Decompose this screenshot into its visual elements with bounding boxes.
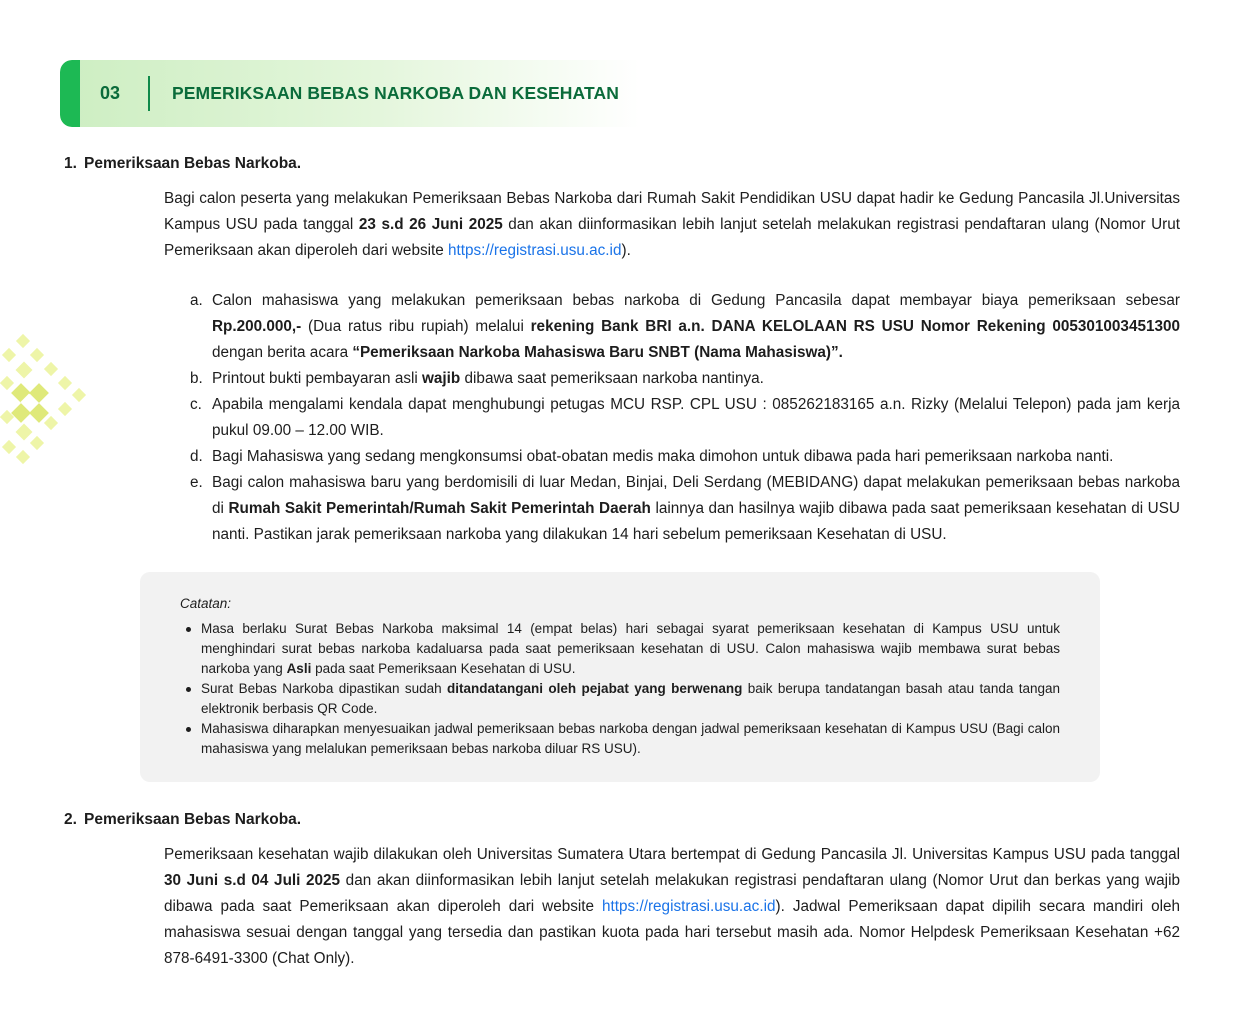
item-fee: Rp.200.000,- [212, 318, 302, 335]
list-marker: e. [190, 474, 203, 491]
item-text: Bagi calon mahasiswa baru yang berdomisili di luar Medan, Binjai, Deli Serdang (MEBIDANG) dapat melakukan pemeriksaan bebas narkoba di [212, 474, 1180, 517]
header-divider [148, 76, 150, 111]
list-item-c [190, 392, 1180, 444]
note-text: baik berupa tandatangan basah atau tanda tangan elektronik berbasis QR Code. [201, 681, 1061, 716]
subsection-1-title [64, 155, 301, 173]
item-text: Bagi Mahasiswa yang sedang mengkonsumsi obat-obatan medis maka dimohon untuk dibawa pada hari pemeriksaan narkoba nanti. [212, 448, 1114, 465]
note-item-2 [180, 679, 1060, 719]
subsection-1-intro [164, 186, 1180, 264]
list-marker: d. [190, 448, 203, 465]
subsection-2-label: Pemeriksaan Bebas Narkoba. [84, 811, 302, 828]
list-marker: a. [190, 292, 203, 309]
bullet-icon [186, 727, 191, 732]
item-text: Calon mahasiswa yang melakukan pemeriksaan bebas narkoba di Gedung Pancasila dapat membayar biaya pemeriksaan sebesar [212, 292, 1180, 309]
intro-text-2: dan akan diinformasikan lebih lanjut setelah melakukan registrasi pendaftaran ulang (Nomor Urut Pemeriksaan akan diperoleh dari website [164, 216, 1180, 259]
note-text: Surat Bebas Narkoba dipastikan sudah [201, 681, 448, 696]
intro-text: Bagi calon peserta yang melakukan Pemeriksaan Bebas Narkoba dari Rumah Sakit Pendidikan USU dapat hadir ke Gedung Pancasila Jl.Universitas Kampus USU pada tanggal [164, 190, 1180, 233]
item-payment-note: “Pemeriksaan Narkoba Mahasiswa Baru SNBT (Nama Mahasiswa)”. [352, 344, 843, 361]
list-marker: b. [190, 370, 203, 387]
header-accent-bar [60, 60, 80, 127]
body-date: 30 Juni s.d 04 Juli 2025 [164, 872, 341, 889]
item-emphasis: Rumah Sakit Pemerintah/Rumah Sakit Pemerintah Daerah [228, 500, 651, 517]
item-text: (Dua ratus ribu rupiah) melalui [301, 318, 531, 335]
subsection-2-body [164, 842, 1180, 972]
registration-link[interactable]: https://registrasi.usu.ac.id [602, 898, 776, 915]
list-item-e [190, 470, 1180, 548]
registration-link[interactable]: https://registrasi.usu.ac.id [448, 242, 622, 259]
body-text-2: dan akan diinformasikan lebih lanjut setelah melakukan registrasi pendaftaran ulang (Nomor Urut dan berkas yang wajib dibawa pada saat Pemeriksaan akan diperoleh dari website [164, 872, 1180, 915]
body-text: Pemeriksaan kesehatan wajib dilakukan oleh Universitas Sumatera Utara bertempat di Gedung Pancasila Jl. Universitas Kampus USU pada tanggal [164, 846, 1180, 863]
requirements-list [190, 288, 1180, 548]
section-number: 03 [100, 83, 121, 103]
intro-date: 23 s.d 26 Juni 2025 [358, 216, 503, 233]
note-emphasis: Asli [286, 661, 312, 676]
note-list [180, 619, 1060, 759]
intro-text-3: ). [621, 242, 631, 259]
note-emphasis: ditandatangani oleh pejabat yang berwenang [447, 681, 743, 696]
item-bank-account: rekening Bank BRI a.n. DANA KELOLAAN RS USU Nomor Rekening 005301003451300 [530, 318, 1180, 335]
note-box [140, 572, 1100, 782]
list-marker: c. [190, 396, 202, 413]
section-header [60, 60, 640, 127]
subsection-2-title [64, 811, 301, 829]
note-item-3 [180, 719, 1060, 759]
subsection-2-number: 2. [64, 811, 77, 828]
item-text: Printout bukti pembayaran asli [212, 370, 423, 387]
item-emphasis: wajib [422, 370, 461, 387]
note-title: Catatan: [180, 596, 232, 611]
yellow-diamond-pattern-icon [0, 330, 95, 470]
list-item-d [190, 444, 1180, 470]
item-text: dibawa saat pemeriksaan narkoba nantinya. [460, 370, 764, 387]
bullet-icon [186, 687, 191, 692]
item-text: Apabila mengalami kendala dapat menghubungi petugas MCU RSP. CPL USU : 085262183165 a.n. Rizky (Melalui Telepon) pada jam kerja pukul 09.00 – 12.00 WIB. [212, 396, 1180, 439]
note-text: Masa berlaku Surat Bebas Narkoba maksimal 14 (empat belas) hari sebagai syarat pemeriksaan kesehatan di Kampus USU untuk menghindari surat bebas narkoba kadaluarsa pada saat pemeriksaan kesehatan di USU. Calon mahasiswa wajib membawa surat bebas narkoba yang [201, 621, 1060, 676]
subsection-1-label: Pemeriksaan Bebas Narkoba. [84, 155, 302, 172]
note-text: pada saat Pemeriksaan Kesehatan di USU. [311, 661, 576, 676]
item-text: lainnya dan hasilnya wajib dibawa pada saat pemeriksaan kesehatan di USU nanti. Pastikan jarak pemeriksaan narkoba yang dilakukan 14 hari sebelum pemeriksaan Kesehatan di USU. [212, 500, 1180, 543]
note-item-1 [180, 619, 1060, 679]
subsection-1-number: 1. [64, 155, 77, 172]
list-item-a [190, 288, 1180, 366]
note-text: Mahasiswa diharapkan menyesuaikan jadwal pemeriksaan bebas narkoba dengan jadwal pemeriksaan kesehatan di Kampus USU (Bagi calon mahasiswa yang melalukan pemeriksaan bebas narkoba diluar RS USU). [201, 721, 1060, 756]
body-text-3: ). Jadwal Pemeriksaan dapat dipilih secara mandiri oleh mahasiswa sesuai dengan tanggal yang tersedia dan pastikan kuota pada hari tersebut masih ada. Nomor Helpdesk Pemeriksaan Kesehatan +62 878-6491-3300 (Chat Only). [164, 898, 1180, 967]
list-item-b [190, 366, 1180, 392]
section-title: PEMERIKSAAN BEBAS NARKOBA DAN KESEHATAN [172, 83, 619, 103]
item-text: dengan berita acara [212, 344, 353, 361]
bullet-icon [186, 627, 191, 632]
